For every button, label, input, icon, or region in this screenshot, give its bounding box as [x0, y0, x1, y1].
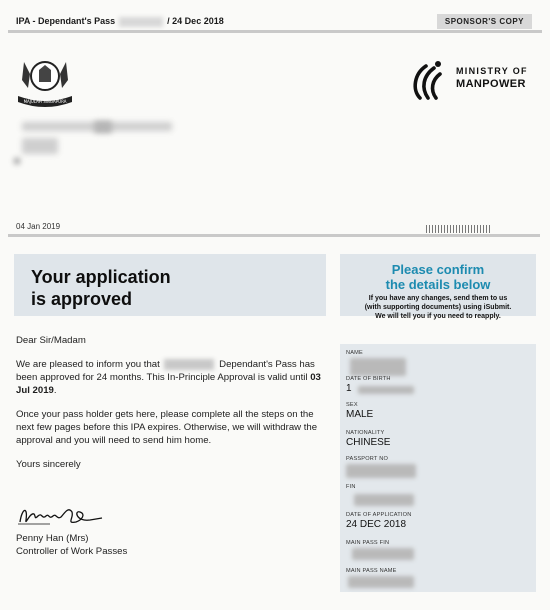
- letter-date: 04 Jan 2019: [16, 222, 61, 231]
- approval-text-mid: Dependant's Pass has been approved for 24 months. This In-Principle Approval is valid until: [16, 359, 315, 383]
- confirm-title-line-1: Please confirm: [391, 262, 485, 277]
- field-main-pass-name: MAIN PASS NAME: [346, 568, 397, 574]
- approval-text-end: .: [53, 385, 57, 396]
- redacted-address: [14, 158, 20, 164]
- logo-line-1: MINISTRY OF: [456, 66, 528, 76]
- signature-icon: [16, 500, 106, 530]
- approved-banner: [14, 254, 326, 316]
- header-rule: [8, 30, 542, 33]
- barcode-strip: [426, 225, 492, 233]
- signer-title: Controller of Work Passes: [16, 546, 128, 557]
- confirm-sub-line-1: If you have any changes, send them to us: [368, 295, 508, 302]
- approval-paragraph: [16, 358, 322, 397]
- reference-line: [16, 16, 224, 27]
- document-header-bar: [0, 14, 550, 32]
- field-date-of-application: DATE OF APPLICATION 24 DEC 2018: [346, 512, 412, 530]
- redacted-address: [94, 121, 112, 133]
- field-date-of-birth: DATE OF BIRTH 1: [346, 376, 391, 394]
- field-nationality: NATIONALITY CHINESE: [346, 430, 391, 448]
- signer-name: Penny Han (Mrs): [16, 533, 89, 544]
- field-sex: SEX MALE: [346, 402, 374, 420]
- ministry-mark-icon: [408, 58, 452, 102]
- approved-title-line-2: is approved: [31, 289, 133, 309]
- applicant-details-panel: [340, 344, 536, 592]
- reference-prefix: IPA - Dependant's Pass: [16, 16, 116, 26]
- redacted-passport-value: [346, 464, 416, 478]
- approval-text-start: We are pleased to inform you that: [16, 359, 160, 370]
- valid-until-date: 03 Jul 2019: [16, 372, 321, 396]
- redacted-main-fin-value: [352, 548, 414, 560]
- approved-title: [31, 266, 171, 310]
- letter-body: [16, 334, 322, 482]
- ministry-logo: [408, 58, 538, 102]
- redacted-name: [164, 359, 214, 370]
- redacted-reference: [119, 17, 163, 27]
- confirm-sub-line-3: We will tell you if you need to reapply.: [375, 313, 501, 320]
- reference-date: / 24 Dec 2018: [167, 16, 224, 26]
- signer-block: [16, 532, 127, 558]
- approved-title-line-1: Your application: [31, 267, 171, 287]
- copy-tag: SPONSOR'S COPY: [437, 14, 532, 29]
- confirm-title-line-2: the details below: [385, 277, 491, 292]
- field-passport-no: PASSPORT NO: [346, 456, 388, 462]
- field-name: NAME: [346, 350, 363, 356]
- field-main-pass-fin: MAIN PASS FIN: [346, 540, 390, 546]
- logo-line-2: MANPOWER: [456, 78, 526, 90]
- confirm-sub-line-2: (with supporting documents) using iSubmit.: [364, 304, 512, 311]
- confirm-title: [340, 262, 536, 292]
- crest-motto: MAJULAH SINGAPURA: [23, 99, 67, 104]
- field-fin: FIN: [346, 484, 356, 490]
- redacted-main-name-value: [348, 576, 414, 588]
- redacted-dob-value: [358, 386, 414, 394]
- redacted-fin-value: [354, 494, 414, 506]
- closing: Yours sincerely: [16, 459, 81, 470]
- redacted-address: [22, 138, 58, 154]
- date-rule: [8, 234, 540, 237]
- confirm-subtitle: [340, 294, 536, 321]
- confirm-banner: [340, 254, 536, 320]
- singapore-crest-icon: [14, 52, 76, 110]
- redacted-name-value: [350, 358, 406, 376]
- instructions-paragraph: Once your pass holder gets here, please complete all the steps on the next few pages before this IPA expires. Otherwise, we will withdraw the approval and you will need to send him home.: [16, 409, 318, 446]
- salutation: Dear Sir/Madam: [16, 335, 86, 346]
